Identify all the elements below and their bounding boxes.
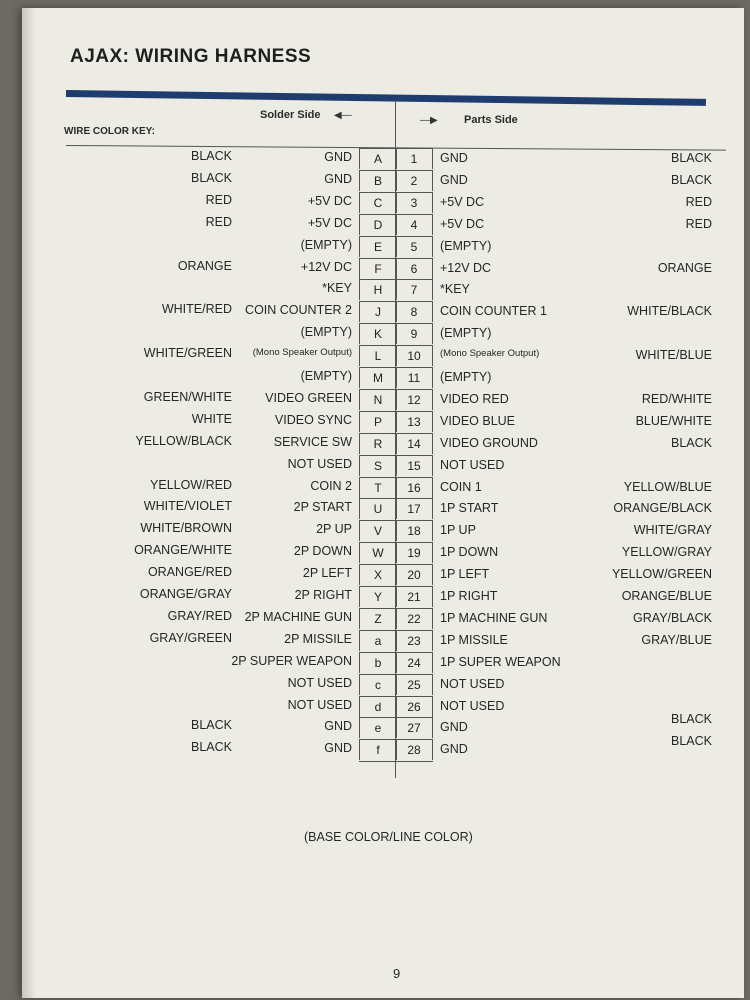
parts-side-label: Parts Side [464, 114, 518, 126]
pin-number: 17 [396, 498, 433, 519]
parts-function: GND [440, 151, 468, 165]
parts-wire-color: BLUE/WHITE [635, 413, 712, 428]
parts-function: +12V DC [440, 260, 492, 275]
pin-number: 8 [396, 301, 433, 322]
parts-wire-color: BLACK [671, 734, 712, 749]
solder-function: 2P UP [316, 522, 352, 537]
solder-function: NOT USED [287, 456, 352, 471]
title-rule [66, 90, 706, 106]
pin-letter: M [359, 367, 397, 388]
solder-wire-color: BLACK [191, 170, 232, 185]
parts-function: 1P DOWN [440, 545, 499, 560]
solder-function: (EMPTY) [300, 237, 352, 252]
pin-number: 27 [396, 717, 433, 738]
pin-letter: P [359, 411, 397, 432]
parts-wire-color: YELLOW/GRAY [621, 545, 712, 560]
pin-letter: Z [359, 608, 397, 629]
page-title: AJAX: WIRING HARNESS [70, 46, 312, 67]
pin-letter: R [359, 433, 397, 454]
solder-wire-color: RED [205, 192, 232, 207]
pin-letter: F [359, 258, 397, 279]
pin-number: 12 [396, 389, 433, 410]
pin-letter: K [359, 323, 397, 344]
wire-color-key-label: WIRE COLOR KEY: [64, 126, 155, 137]
parts-function: (Mono Speaker Output) [440, 348, 540, 360]
pin-number: 26 [396, 696, 433, 717]
pin-letter: c [359, 674, 397, 695]
parts-wire-color: GRAY/BLUE [641, 632, 712, 647]
solder-wire-color: BLACK [191, 718, 232, 733]
parts-wire-color: BLACK [671, 712, 712, 727]
parts-function: +5V DC [440, 216, 485, 231]
solder-function: +12V DC [300, 259, 352, 274]
pin-letter: W [359, 542, 397, 563]
pin-letter: A [359, 148, 397, 169]
parts-wire-color: ORANGE/BLACK [613, 501, 712, 516]
solder-function: SERVICE SW [273, 434, 352, 449]
right-arrow-icon: ―▶ [420, 115, 438, 126]
pin-letter: H [359, 279, 397, 300]
pin-letter: U [359, 498, 397, 519]
solder-function: 2P LEFT [302, 566, 352, 581]
pin-number: 22 [396, 608, 433, 629]
parts-function: (EMPTY) [440, 370, 492, 384]
parts-wire-color: BLACK [671, 435, 712, 450]
parts-function: +5V DC [440, 194, 485, 209]
pin-number: 10 [396, 345, 433, 366]
pin-letter: L [359, 345, 397, 366]
parts-function: 1P UP [440, 523, 476, 538]
solder-function: NOT USED [287, 697, 352, 712]
parts-function: 1P SUPER WEAPON [440, 654, 561, 669]
pin-number: 5 [396, 236, 433, 257]
solder-wire-color: BLACK [191, 740, 232, 755]
solder-function: 2P SUPER WEAPON [231, 653, 352, 668]
parts-function: 1P LEFT [440, 567, 490, 582]
pin-number: 9 [396, 323, 433, 344]
pin-number: 24 [396, 652, 433, 673]
left-arrow-icon: ◀― [334, 110, 352, 121]
solder-wire-color: ORANGE [177, 258, 232, 273]
pin-number: 19 [396, 542, 433, 563]
pin-letter: d [359, 696, 397, 717]
solder-wire-color: WHITE/RED [161, 302, 232, 317]
parts-wire-color: BLACK [671, 172, 712, 187]
pin-number: 14 [396, 433, 433, 454]
parts-wire-color: WHITE/BLACK [627, 304, 712, 319]
solder-function: (Mono Speaker Output) [252, 347, 352, 359]
parts-wire-color: RED/WHITE [641, 391, 712, 406]
parts-wire-color: BLACK [671, 151, 712, 165]
parts-wire-color: RED [685, 216, 712, 231]
solder-function: 2P RIGHT [294, 588, 352, 602]
parts-function: GND [440, 742, 468, 757]
pin-number: 20 [396, 564, 433, 585]
pin-number: 13 [396, 411, 433, 432]
solder-wire-color: ORANGE/RED [147, 565, 232, 580]
pin-number: 1 [396, 148, 433, 169]
solder-wire-color: ORANGE/WHITE [134, 543, 232, 558]
solder-function: GND [324, 150, 352, 164]
solder-wire-color: BLACK [191, 149, 232, 163]
solder-function: GND [324, 719, 352, 734]
parts-wire-color: WHITE/GRAY [633, 523, 712, 538]
pin-number: 2 [396, 170, 433, 191]
pin-number: 16 [396, 477, 433, 498]
solder-wire-color: YELLOW/BLACK [135, 433, 232, 448]
pin-number: 25 [396, 674, 433, 695]
parts-function: (EMPTY) [440, 326, 492, 341]
pin-number: 18 [396, 520, 433, 541]
pin-letter: Y [359, 586, 397, 607]
solder-function: (EMPTY) [300, 369, 352, 383]
pin-letter: a [359, 630, 397, 651]
solder-function: 2P MISSILE [284, 631, 352, 646]
pin-number: 3 [396, 192, 433, 213]
manual-page [22, 8, 744, 998]
pin-letter: E [359, 236, 397, 257]
parts-function: NOT USED [440, 698, 505, 713]
parts-function: (EMPTY) [440, 238, 492, 253]
solder-function: COIN 2 [310, 478, 352, 493]
solder-function: VIDEO SYNC [274, 412, 352, 427]
parts-function: COIN 1 [440, 479, 482, 494]
parts-wire-color: RED [685, 194, 712, 209]
parts-function: GND [440, 720, 468, 735]
solder-wire-color: YELLOW/RED [150, 477, 232, 492]
parts-function: NOT USED [440, 457, 505, 472]
pin-letter: N [359, 389, 397, 410]
pin-letter: B [359, 170, 397, 191]
parts-function: VIDEO RED [440, 391, 509, 406]
parts-function: COIN COUNTER 1 [440, 304, 547, 319]
pin-letter: S [359, 455, 397, 476]
pin-letter: V [359, 520, 397, 541]
page-binding-edge [22, 8, 36, 998]
solder-function: +5V DC [307, 193, 352, 208]
solder-function: *KEY [322, 281, 352, 296]
parts-wire-color: YELLOW/GREEN [611, 567, 712, 582]
pin-number: 23 [396, 630, 433, 651]
solder-function: NOT USED [287, 675, 352, 690]
solder-wire-color: WHITE [191, 411, 232, 426]
solder-function: 2P MACHINE GUN [244, 609, 352, 624]
pin-number: 4 [396, 214, 433, 235]
solder-function: GND [324, 741, 352, 756]
parts-function: GND [440, 172, 468, 187]
solder-wire-color: ORANGE/GRAY [139, 587, 232, 601]
solder-side-label: Solder Side [260, 109, 321, 121]
solder-function: +5V DC [307, 215, 352, 230]
parts-function: 1P MACHINE GUN [440, 610, 548, 625]
parts-function: NOT USED [440, 676, 505, 691]
pin-letter: T [359, 477, 397, 498]
pin-number: 21 [396, 586, 433, 607]
pin-number: 6 [396, 258, 433, 279]
pin-number: 15 [396, 455, 433, 476]
solder-wire-color: WHITE/BROWN [140, 521, 232, 536]
solder-wire-color: RED [205, 214, 232, 229]
pin-letter: f [359, 739, 397, 760]
pin-number: 7 [396, 279, 433, 300]
solder-function: (EMPTY) [300, 325, 352, 340]
solder-function: VIDEO GREEN [265, 390, 352, 405]
solder-wire-color: GRAY/RED [167, 608, 232, 623]
parts-wire-color: GRAY/BLACK [633, 610, 712, 625]
pin-letter: J [359, 301, 397, 322]
parts-function: 1P START [440, 501, 499, 516]
parts-function: 1P RIGHT [440, 589, 498, 603]
solder-function: COIN COUNTER 2 [245, 303, 352, 318]
pin-letter: b [359, 652, 397, 673]
parts-function: VIDEO BLUE [440, 413, 516, 428]
parts-wire-color: ORANGE [657, 260, 712, 275]
pin-letter: D [359, 214, 397, 235]
color-note: (BASE COLOR/LINE COLOR) [304, 830, 473, 844]
solder-wire-color: WHITE/GREEN [143, 346, 232, 361]
solder-function: 2P START [293, 500, 352, 515]
parts-function: *KEY [440, 282, 470, 297]
solder-function: GND [324, 171, 352, 186]
page-number: 9 [393, 966, 401, 981]
parts-function: 1P MISSILE [440, 632, 508, 647]
solder-wire-color: GREEN/WHITE [143, 389, 232, 404]
parts-wire-color: ORANGE/BLUE [621, 589, 712, 603]
parts-wire-color: WHITE/BLUE [635, 348, 712, 363]
pin-number: 28 [396, 739, 433, 760]
grid-bottom-border [359, 761, 433, 762]
solder-wire-color: WHITE/VIOLET [143, 499, 232, 514]
parts-function: VIDEO GROUND [440, 435, 538, 450]
pin-letter: C [359, 192, 397, 213]
pin-number: 11 [396, 367, 433, 388]
solder-wire-color: GRAY/GREEN [149, 630, 232, 645]
pin-letter: X [359, 564, 397, 585]
solder-function: 2P DOWN [293, 544, 352, 559]
parts-wire-color: YELLOW/BLUE [623, 479, 712, 494]
pin-letter: e [359, 717, 397, 738]
